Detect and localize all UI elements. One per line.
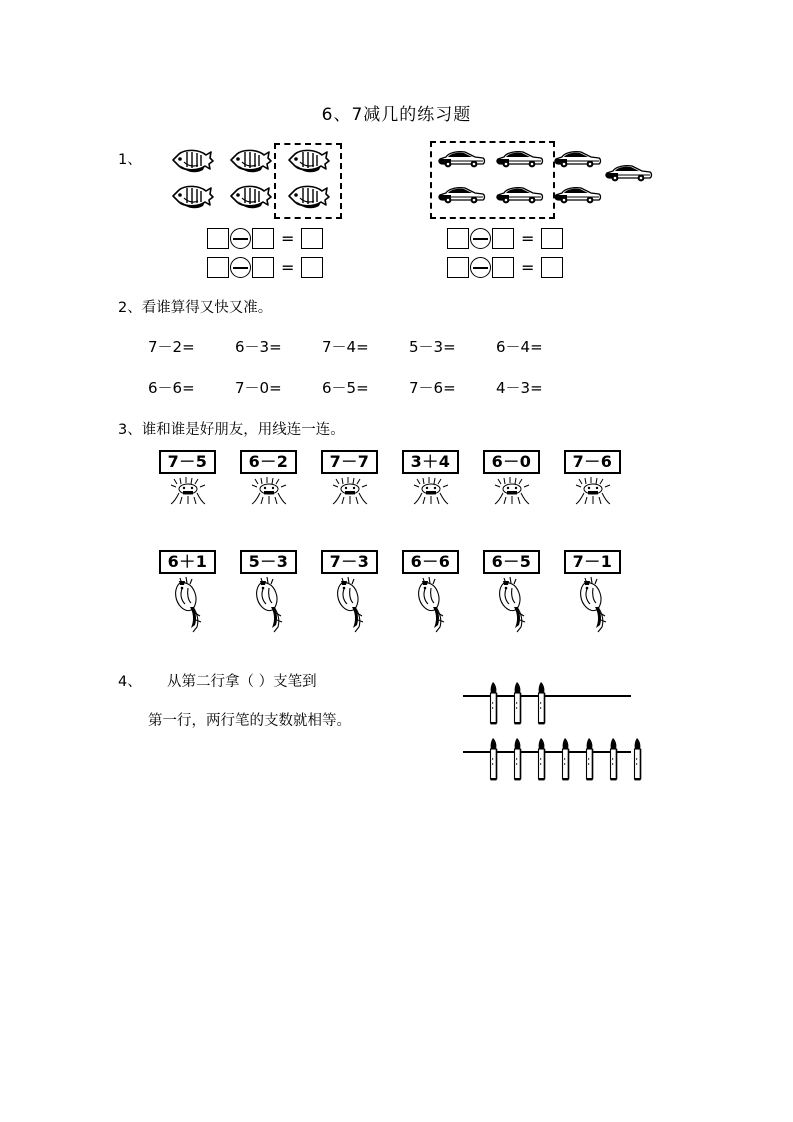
card-expression[interactable]: 3＋4 xyxy=(402,450,460,474)
card-expression[interactable]: 7－3 xyxy=(321,550,379,574)
flower-clipart-icon xyxy=(247,475,291,507)
pencil-icon xyxy=(583,737,597,783)
minus-operator-icon xyxy=(470,257,491,278)
pencil-icon xyxy=(535,681,549,727)
pencil-slot xyxy=(554,737,578,783)
pencil-icon xyxy=(511,681,525,727)
flower-clipart-icon xyxy=(571,475,615,507)
calc-problem: 6－4= xyxy=(496,338,543,356)
bird-clipart-icon xyxy=(409,575,453,635)
answer-box-subtrahend[interactable] xyxy=(252,257,274,278)
car-dashed-selection-box xyxy=(430,141,555,219)
minus-operator-icon xyxy=(230,228,251,249)
card-expression[interactable]: 5－3 xyxy=(240,550,298,574)
car-cell-offset xyxy=(602,163,654,187)
fish-cell xyxy=(221,142,279,178)
fish-icon xyxy=(167,181,217,211)
answer-box-subtrahend[interactable] xyxy=(492,257,514,278)
calc-problem: 5－3= xyxy=(409,338,456,356)
matching-card[interactable] xyxy=(147,550,228,635)
matching-card[interactable] xyxy=(309,450,390,507)
pencil-icon xyxy=(535,737,549,783)
pencil-icon xyxy=(631,737,645,783)
fish-equation-row-2 xyxy=(207,257,323,278)
pencil-slot xyxy=(602,737,626,783)
matching-card[interactable] xyxy=(228,450,309,507)
pencil-slot xyxy=(578,737,602,783)
minus-operator-icon xyxy=(470,228,491,249)
matching-card[interactable] xyxy=(390,550,471,635)
answer-box-result[interactable] xyxy=(541,257,563,278)
card-expression[interactable]: 7－6 xyxy=(564,450,622,474)
pencil-icon xyxy=(511,737,525,783)
exercise-3-prompt: 谁和谁是好朋友，用线连一连。 xyxy=(141,422,345,438)
answer-box-subtrahend[interactable] xyxy=(492,228,514,249)
calculation-row-1 xyxy=(148,336,583,357)
bird-clipart-icon xyxy=(166,575,210,635)
fish-icon xyxy=(167,145,217,175)
card-expression[interactable]: 6－0 xyxy=(483,450,541,474)
minus-operator-icon xyxy=(230,257,251,278)
answer-box-result[interactable] xyxy=(541,228,563,249)
exercise-2-number: 2、 xyxy=(118,300,142,316)
pencil-icon xyxy=(487,737,501,783)
card-expression[interactable]: 6－6 xyxy=(402,550,460,574)
car-equation-row-1 xyxy=(447,228,563,249)
car-cell xyxy=(548,143,606,179)
pencil-slot xyxy=(626,737,650,783)
fish-equation-row-1 xyxy=(207,228,323,249)
matching-card[interactable] xyxy=(309,550,390,635)
exercise-1-number: 1、 xyxy=(118,152,142,168)
flower-clipart-icon xyxy=(490,475,534,507)
calc-problem: 6－3= xyxy=(235,338,282,356)
pencil-slot xyxy=(530,681,554,727)
bird-clipart-icon xyxy=(571,575,615,635)
equals-sign: = xyxy=(281,229,295,248)
matching-card[interactable] xyxy=(471,550,552,635)
car-icon xyxy=(602,163,654,187)
exercise-2-heading xyxy=(118,296,272,317)
bird-clipart-icon xyxy=(328,575,372,635)
pencil-slot xyxy=(530,737,554,783)
matching-top-row xyxy=(147,450,633,507)
fish-cell xyxy=(221,178,279,214)
fish-cell xyxy=(163,178,221,214)
pencil-icon xyxy=(607,737,621,783)
answer-box-minuend[interactable] xyxy=(207,228,229,249)
matching-bottom-row xyxy=(147,550,633,635)
card-expression[interactable]: 6－2 xyxy=(240,450,298,474)
matching-card[interactable] xyxy=(228,550,309,635)
bird-clipart-icon xyxy=(247,575,291,635)
flower-clipart-icon xyxy=(409,475,453,507)
matching-card[interactable] xyxy=(471,450,552,507)
car-icon xyxy=(551,185,603,209)
equals-sign: = xyxy=(281,258,295,277)
pencil-row-2 xyxy=(482,737,650,783)
pencil-slot xyxy=(506,737,530,783)
matching-card[interactable] xyxy=(552,550,633,635)
calc-problem: 7－6= xyxy=(409,379,456,397)
matching-card[interactable] xyxy=(552,450,633,507)
card-expression[interactable]: 6－5 xyxy=(483,550,541,574)
calc-problem: 6－5= xyxy=(322,379,369,397)
exercise-4-number: 4、 xyxy=(118,674,142,690)
fish-cell xyxy=(163,142,221,178)
bird-clipart-icon xyxy=(490,575,534,635)
answer-box-minuend[interactable] xyxy=(447,228,469,249)
fish-icon xyxy=(225,145,275,175)
equals-sign: = xyxy=(521,258,535,277)
calc-problem: 6－6= xyxy=(148,379,195,397)
pencil-icon xyxy=(487,681,501,727)
page-title: 6、7减几的练习题 xyxy=(321,105,472,125)
answer-box-minuend[interactable] xyxy=(207,257,229,278)
exercise-2-prompt: 看谁算得又快又准。 xyxy=(141,300,273,316)
pencil-row-1 xyxy=(482,681,554,727)
exercise-4-prompt-line2: 第一行，两行笔的支数就相等。 xyxy=(148,713,351,729)
exercise-3-number: 3、 xyxy=(118,422,142,438)
pencil-slot xyxy=(482,737,506,783)
flower-clipart-icon xyxy=(328,475,372,507)
pencil-slot xyxy=(482,681,506,727)
calculation-row-2 xyxy=(148,377,583,398)
card-expression[interactable]: 7－7 xyxy=(321,450,379,474)
matching-card[interactable] xyxy=(390,450,471,507)
pencil-slot xyxy=(506,681,530,727)
answer-box-result[interactable] xyxy=(301,228,323,249)
car-equation-row-2 xyxy=(447,257,563,278)
card-expression[interactable]: 7－5 xyxy=(159,450,217,474)
equals-sign: = xyxy=(521,229,535,248)
calc-problem: 7－2= xyxy=(148,338,195,356)
calc-problem: 7－4= xyxy=(322,338,369,356)
answer-box-result[interactable] xyxy=(301,257,323,278)
matching-card[interactable] xyxy=(147,450,228,507)
card-expression[interactable]: 7－1 xyxy=(564,550,622,574)
flower-clipart-icon xyxy=(166,475,210,507)
calc-problem: 4－3= xyxy=(496,379,543,397)
card-expression[interactable]: 6＋1 xyxy=(159,550,217,574)
car-cell xyxy=(548,179,606,215)
exercise-3-heading xyxy=(118,418,345,439)
fish-dashed-selection-box xyxy=(274,143,342,219)
answer-box-subtrahend[interactable] xyxy=(252,228,274,249)
car-icon xyxy=(551,149,603,173)
fish-icon xyxy=(225,181,275,211)
answer-box-minuend[interactable] xyxy=(447,257,469,278)
exercise-4-prompt-line1: 从第二行拿（ ）支笔到 xyxy=(167,674,317,690)
calc-problem: 7－0= xyxy=(235,379,282,397)
pencil-icon xyxy=(559,737,573,783)
